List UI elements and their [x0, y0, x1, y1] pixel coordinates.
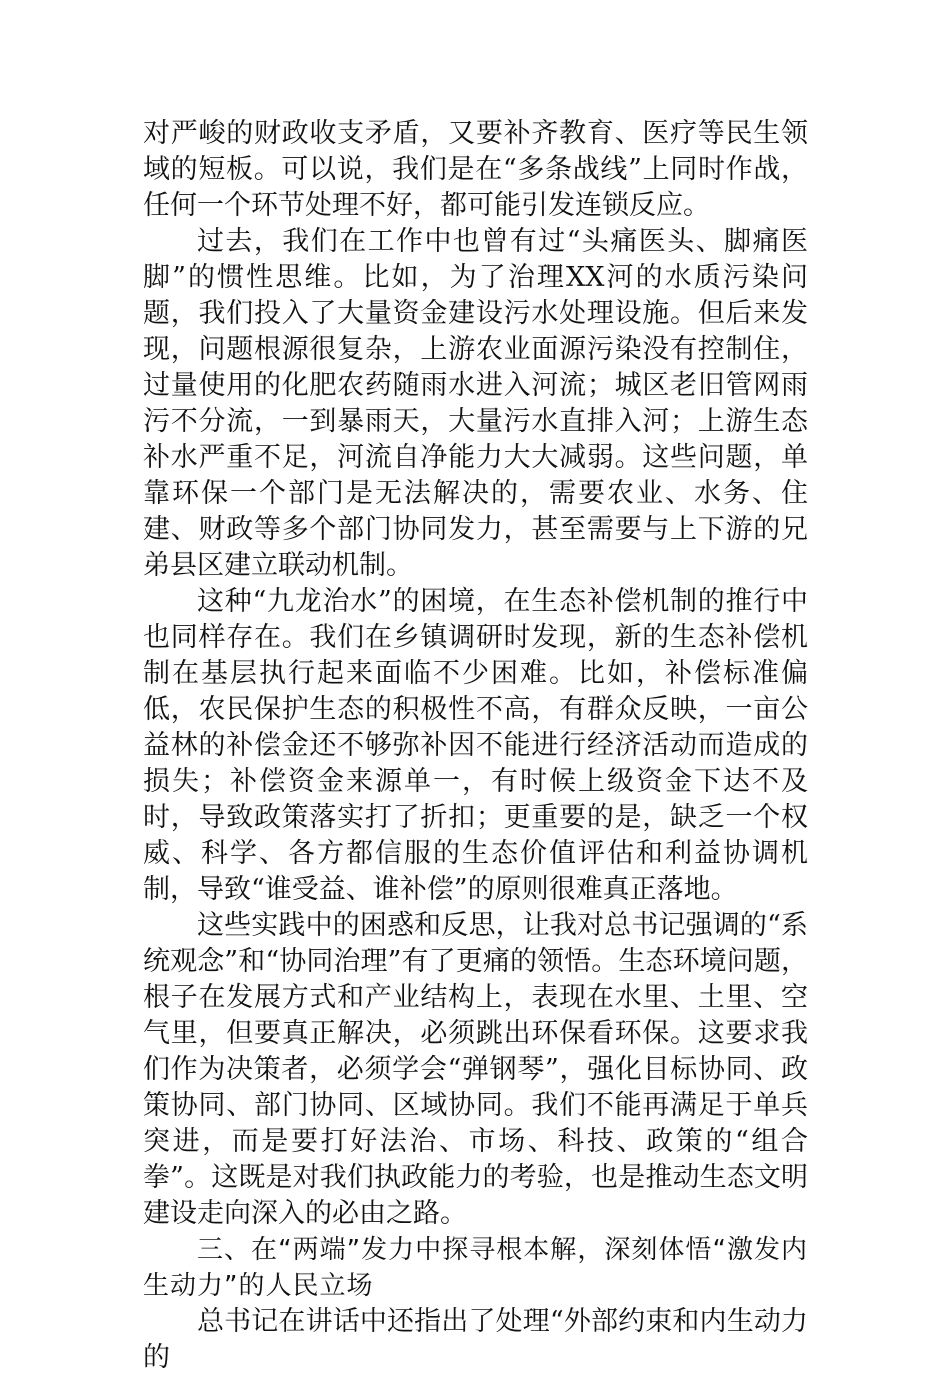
paragraph-system-concept: 这些实践中的困惑和反思，让我对总书记强调的“系统观念”和“协同治理”有了更痛的领悟。生态环境问题，根子在发展方式和产业结构上，表现在水里、土里、空气里，但要真正解决，必须跳出环保看环保。这要求我们作为决策者，必须学会“弹钢琴”，强化目标协同、政策协同、部门协同、区域协同。我们不能再满足于单兵突进，而是要打好法治、市场、科技、政策的“组合拳”。这既是对我们执政能力的考验，也是推动生态文明建设走向深入的必由之路。 — [143, 910, 808, 1229]
section-heading-three: 三、在“两端”发力中探寻根本解，深刻体悟“激发内生动力”的人民立场 — [143, 1235, 808, 1301]
paragraph-headache-example: 过去，我们在工作中也曾有过“头痛医头、脚痛医脚”的惯性思维。比如，为了治理XX河的水质污染问题，我们投入了大量资金建设污水处理设施。但后来发现，问题根源很复杂，上游农业面源污染没有控制住，过量使用的化肥农药随雨水进入河流；城区老旧管网雨污不分流，一到暴雨天，大量污水直排入河；上游生态补水严重不足，河流自净能力大大减弱。这些问题，单靠环保一个部门是无法解决的，需要农业、水务、住建、财政等多个部门协同发力，甚至需要与上下游的兄弟县区建立联动机制。 — [143, 226, 808, 581]
paragraph-ecological-compensation: 这种“九龙治水”的困境，在生态补偿机制的推行中也同样存在。我们在乡镇调研时发现，新的生态补偿机制在基层执行起来面临不少困难。比如，补偿标准偏低，农民保护生态的积极性不高，有群众反映，一亩公益林的补偿金还不够弥补因不能进行经济活动而造成的损失；补偿资金来源单一，有时候上级资金下达不及时，导致政策落实打了折扣；更重要的是，缺乏一个权威、科学、各方都信服的生态价值评估和利益协调机制，导致“谁受益、谁补偿”的原则很难真正落地。 — [143, 586, 808, 905]
paragraph-continued: 对严峻的财政收支矛盾，又要补齐教育、医疗等民生领域的短板。可以说，我们是在“多条战线”上同时作战，任何一个环节处理不好，都可能引发连锁反应。 — [143, 118, 808, 221]
document-body — [143, 116, 808, 1376]
paragraph-last: 总书记在讲话中还指出了处理“外部约束和内生动力的 — [143, 1306, 808, 1373]
